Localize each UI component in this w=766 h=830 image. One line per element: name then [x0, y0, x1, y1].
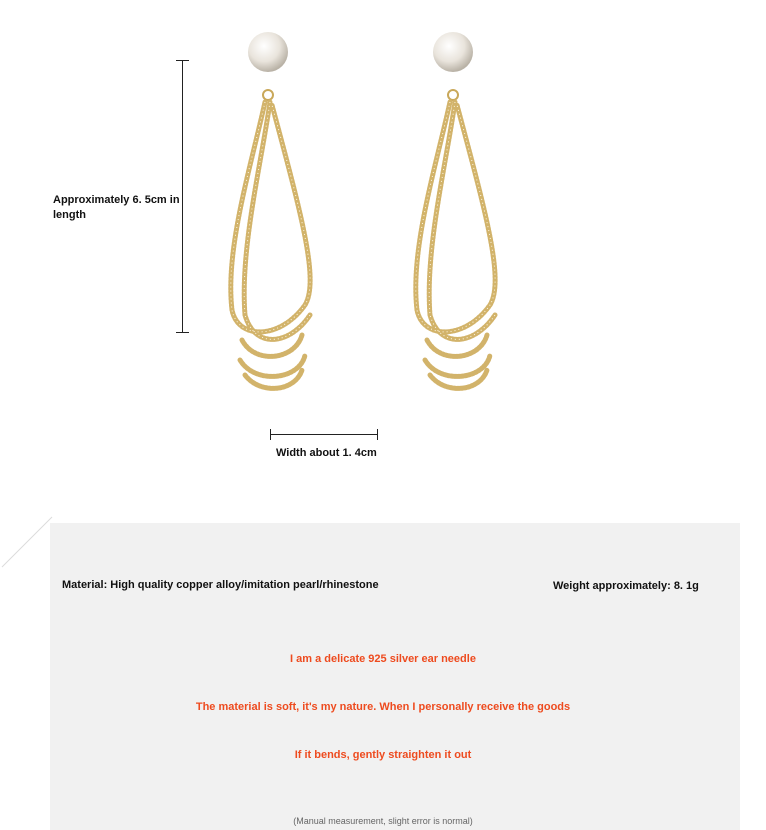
message-line-1: I am a delicate 925 silver ear needle: [290, 653, 476, 665]
message-line-2: The material is soft, it's my nature. When I personally receive the goods: [195, 701, 571, 713]
info-panel: [50, 523, 740, 830]
earring-left-icon: [210, 30, 330, 395]
width-ruler: [270, 434, 378, 435]
measurement-note: (Manual measurement, slight error is normal): [293, 816, 473, 826]
earring-right-icon: [395, 30, 515, 395]
weight-spec: Weight approximately: 8. 1g: [553, 580, 699, 592]
length-label: Approximately 6. 5cm in length: [53, 194, 180, 221]
message-line-3: If it bends, gently straighten it out: [294, 749, 472, 761]
material-spec: Material: High quality copper alloy/imitation pearl/rhinestone: [62, 579, 379, 591]
width-label: Width about 1. 4cm: [276, 447, 377, 459]
